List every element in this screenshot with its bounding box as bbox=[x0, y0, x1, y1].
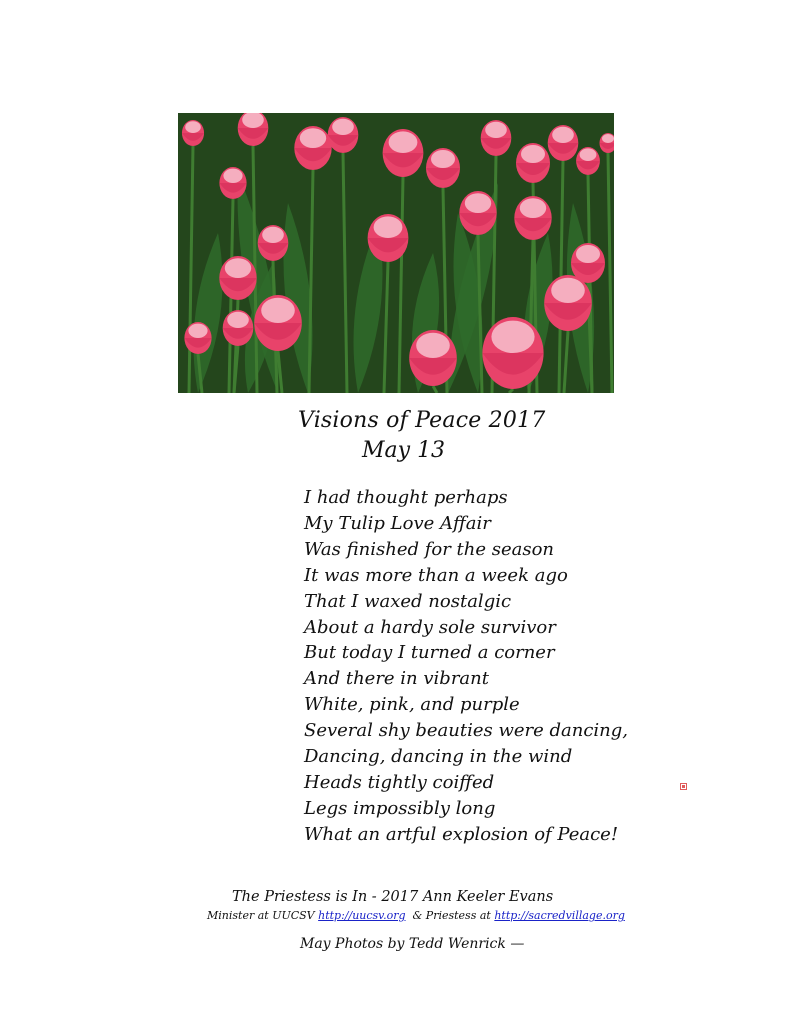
page-title: Visions of Peace 2017 bbox=[298, 408, 546, 433]
poem-line: But today I turned a corner bbox=[304, 642, 555, 664]
poem-line: It was more than a week ago bbox=[304, 564, 568, 586]
poem-line: I had thought perhaps bbox=[304, 487, 508, 508]
poem-line: Several shy beauties were dancing, bbox=[304, 720, 628, 742]
annotation-marker[interactable] bbox=[680, 783, 687, 790]
minister-prefix: Minister at UUCSV bbox=[207, 909, 319, 922]
poem-line: Legs impossibly long bbox=[304, 797, 496, 819]
poem-line: Dancing, dancing in the wind bbox=[304, 746, 573, 768]
poem-line: And there in vibrant bbox=[304, 668, 489, 690]
poem bbox=[304, 485, 628, 848]
minister-line bbox=[207, 909, 625, 922]
tulip-illustration bbox=[178, 113, 614, 393]
uucsv-link[interactable]: http://uucsv.org bbox=[318, 909, 406, 922]
poem-line: Heads tightly coiffed bbox=[304, 771, 495, 793]
author-credit: The Priestess is In - 2017 Ann Keeler Evans bbox=[232, 889, 554, 905]
poem-line: White, pink, and purple bbox=[304, 694, 520, 716]
minister-middle: & Priestess at bbox=[405, 909, 495, 922]
poem-line: What an artful explosion of Peace! bbox=[304, 823, 619, 845]
poem-date: May 13 bbox=[362, 438, 446, 463]
tulip-photo bbox=[178, 113, 614, 393]
poem-line: That I waxed nostalgic bbox=[304, 590, 512, 612]
poem-line: About a hardy sole survivor bbox=[304, 616, 556, 638]
poem-line: My Tulip Love Affair bbox=[304, 512, 491, 534]
sacredvillage-link[interactable]: http://sacredvillage.org bbox=[494, 909, 625, 922]
poem-line: Was finished for the season bbox=[304, 538, 555, 560]
photo-credit: May Photos by Tedd Wenrick — bbox=[300, 936, 525, 952]
